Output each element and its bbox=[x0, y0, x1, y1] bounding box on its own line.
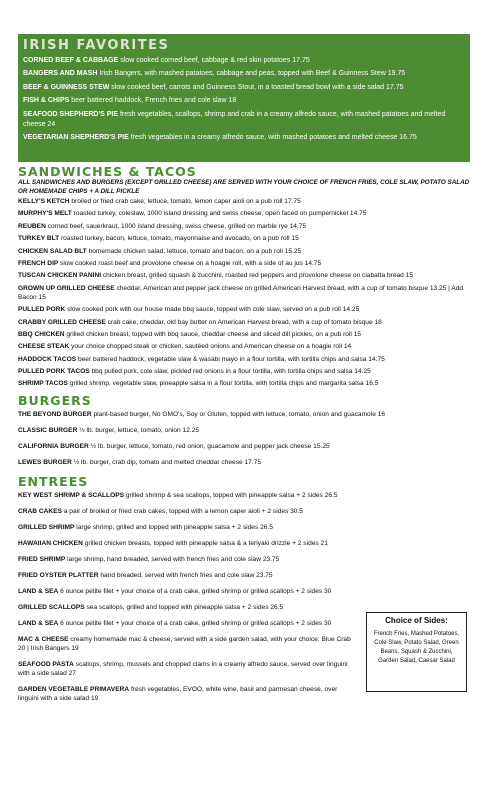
menu-item-description: beer battered haddock, French fries and cole slaw 18 bbox=[69, 97, 237, 105]
entree-menu-item bbox=[18, 507, 358, 516]
entree-menu-item bbox=[18, 555, 358, 564]
entree-menu-item bbox=[18, 539, 358, 548]
menu-item-description: sea scallops, grilled and topped with pineapple salsa + 2 sides 26.5 bbox=[84, 603, 284, 611]
sandwich-menu-item bbox=[18, 222, 470, 231]
menu-item-description: fresh vegetables, EVOO, white wine, basil and parmesan cheese, over linguini with a side salad 19 bbox=[18, 685, 338, 702]
menu-item-description: slow cooked pork with our house made bbq sauce, topped with cole slaw, served on a pub roll 14.25 bbox=[65, 306, 360, 314]
menu-item-name: TUSCAN CHICKEN PANINI bbox=[18, 272, 102, 280]
menu-item-description: crab cake, cheddar, old bay butter on American Harvest bread, with a cup of tomato bisque 18 bbox=[105, 318, 382, 326]
menu-item-name: CRAB CAKES bbox=[18, 507, 62, 515]
menu-item-name: KELLY'S KETCH bbox=[18, 198, 70, 205]
menu-item-name: BANGERS AND MASH bbox=[23, 70, 98, 78]
sandwich-menu-item bbox=[18, 284, 470, 302]
sandwich-menu-item bbox=[18, 234, 470, 243]
menu-item-description: chicken breast, grilled squash & zucchini, roasted red peppers and provolone cheese on ciabatta bread 15 bbox=[101, 272, 413, 280]
burger-menu-item bbox=[18, 458, 470, 467]
menu-item-name: CALIFORNIA BURGER bbox=[18, 442, 89, 450]
menu-item-name: CHEESE STEAK bbox=[18, 343, 70, 351]
menu-item-description: homemade chicken salad, lettuce, tomato and bacon, on a pub roll 15.25 bbox=[86, 247, 302, 255]
irish-favorites-title: IRISH FAVORITES bbox=[23, 38, 170, 53]
menu-item-description: plant-based burger, No GMO's, Soy or Gluten, topped with lettuce, tomato, onion and guacamole 16 bbox=[91, 410, 386, 418]
irish-menu-item bbox=[23, 83, 465, 93]
irish-menu-item bbox=[23, 56, 465, 66]
irish-menu-item bbox=[23, 69, 465, 79]
menu-item-description: grilled chicken breast, topped with bbq sauce, cheddar cheese and sliced dill pickles, on a pub roll 15 bbox=[64, 330, 362, 338]
menu-item-name: VEGETARIAN SHEPHERD'S PIE bbox=[23, 133, 129, 141]
menu-item-description: creamy homemade mac & cheese, served with a side garden salad, with your choice: Blue Crab 20 | Irish Bangers 19 bbox=[18, 635, 351, 652]
menu-item-description: beer battered haddock, vegetable slaw & wasabi mayo in a flour tortilla, with tortilla chips and salsa 14.75 bbox=[76, 355, 385, 363]
menu-item-name: FRENCH DIP bbox=[18, 259, 59, 267]
sandwich-menu-item bbox=[18, 259, 470, 268]
menu-item-description: 6 ounce petite filet + your choice of a crab cake, grilled shrimp or grilled scallops + 2 sides 30 bbox=[58, 619, 332, 627]
menu-item-description: corned beef, sauerkraut, 1000 island dressing, swiss cheese, grilled on marble rye 14.75 bbox=[45, 222, 307, 230]
menu-item-description: grilled shrimp & sea scallops, topped with pineapple salsa + 2 sides 26.5 bbox=[124, 491, 338, 499]
menu-item-description: slow cooked corned beef, cabbage & red skin potatoes 17.75 bbox=[118, 57, 310, 64]
menu-item-name: SEAFOOD SHEPHERD'S PIE bbox=[23, 110, 119, 118]
burger-menu-item bbox=[18, 426, 470, 435]
menu-item-name: FISH & CHIPS bbox=[23, 97, 70, 105]
entree-menu-item bbox=[18, 685, 358, 703]
menu-item-name: FRIED OYSTER PLATTER bbox=[18, 571, 99, 579]
menu-item-description: large shrimp, hand breaded, served with french fries and cole slaw 23.75 bbox=[65, 555, 280, 563]
menu-item-name: HAWAIIAN CHICKEN bbox=[18, 539, 83, 547]
entree-menu-item bbox=[18, 603, 358, 612]
menu-item-name: FRIED SHRIMP bbox=[18, 555, 66, 563]
menu-item-name: BEEF & GUINNESS STEW bbox=[23, 83, 110, 91]
menu-item-description: fresh vegetables in a creamy alfredo sauce, with mashed potatoes and melted cheese 16.75 bbox=[128, 133, 417, 141]
menu-item-name: REUBEN bbox=[18, 222, 46, 230]
menu-item-name: CHICKEN SALAD BLT bbox=[18, 247, 87, 255]
sandwich-menu-item bbox=[18, 197, 470, 206]
menu-item-name: GRILLED SHRIMP bbox=[18, 523, 75, 531]
entree-menu-item bbox=[18, 491, 358, 500]
menu-item-name: CORNED BEEF & CABBAGE bbox=[23, 57, 119, 64]
burger-menu-item bbox=[18, 442, 470, 451]
menu-item-description: slow cooked roast beef and provolone cheese on a hoagie roll, with a side of au jus 14.75 bbox=[58, 259, 322, 267]
entree-menu-item bbox=[18, 635, 358, 653]
menu-item-name: LAND & SEA bbox=[18, 619, 59, 627]
menu-item-description: grilled shrimp, vegetable slaw, pineapple salsa in a flour tortilla, with tortilla chips and margarita salsa 16.5 bbox=[67, 380, 379, 388]
entree-menu-item bbox=[18, 523, 358, 532]
menu-page bbox=[18, 34, 470, 710]
entrees-title: ENTREES bbox=[18, 473, 89, 489]
entree-menu-item bbox=[18, 660, 358, 678]
sandwich-menu-item bbox=[18, 342, 470, 351]
menu-item-name: MAC & CHEESE bbox=[18, 635, 69, 643]
menu-item-description: bbq pulled pork, cole slaw, pickled red onions in a flour tortilla, with tortilla chips and salsa 14.25 bbox=[89, 368, 371, 376]
irish-favorites-section bbox=[18, 34, 470, 162]
menu-item-description: broiled or fried crab cake, lettuce, tomato, lemon caper aioli on a pub roll 17.75 bbox=[69, 198, 301, 205]
menu-item-description: grilled chicken breasts, topped with pineapple salsa & a teriyaki drizzle + 2 sides 21 bbox=[82, 539, 328, 547]
menu-item-description: ½ lb. burger, crab dip, tomato and melted cheddar cheese 17.75 bbox=[71, 458, 262, 466]
menu-item-name: SHRIMP TACOS bbox=[18, 380, 68, 388]
menu-item-name: GARDEN VEGETABLE PRIMAVERA bbox=[18, 685, 130, 693]
sandwiches-tacos-title: SANDWICHES & TACOS bbox=[18, 164, 197, 179]
menu-item-name: PULLED PORK TACOS bbox=[18, 368, 90, 376]
menu-item-description: roasted turkey, coleslaw, 1000 island dressing and swiss cheese, open faced on pumpernickel 14.75 bbox=[71, 210, 367, 218]
sandwich-menu-item bbox=[18, 355, 470, 364]
irish-menu-item bbox=[23, 133, 465, 143]
menu-item-description: hand breaded, served with french fries and cole slaw 23.75 bbox=[98, 571, 273, 579]
menu-item-description: 6 ounce petite filet + your choice of a crab cake, grilled shrimp or grilled scallops + 2 sides 30 bbox=[58, 587, 332, 595]
menu-item-name: PULLED PORK bbox=[18, 306, 66, 314]
menu-item-name: SEAFOOD PASTA bbox=[18, 660, 74, 668]
sandwich-menu-item bbox=[18, 209, 470, 218]
sandwich-menu-item bbox=[18, 247, 470, 256]
sandwich-menu-item bbox=[18, 305, 470, 314]
sandwich-menu-item bbox=[18, 367, 470, 376]
menu-item-name: GROWN UP GRILLED CHEESE bbox=[18, 284, 115, 292]
menu-item-description: Irish Bangers, with mashed patatoes, cabbage and peas, topped with Beef & Guinness Stew 19.75 bbox=[97, 70, 406, 78]
menu-item-name: THE BEYOND BURGER bbox=[18, 410, 92, 418]
entree-menu-item bbox=[18, 587, 358, 596]
menu-item-name: LEWES BURGER bbox=[18, 458, 72, 466]
sandwiches-note: ALL SANDWICHES AND BURGERS (EXCEPT GRILLED CHEESE) ARE SERVED WITH YOUR CHOICE OF FRENCH FRIES, COLE SLAW, POTATO SALAD OR HOMEMADE CHIPS + A DILL PICKLE bbox=[18, 179, 470, 195]
menu-item-description: scallops, shrimp, mussels and chopped clams in a creamy alfredo sauce, served over linguini with a side salad 27 bbox=[18, 660, 348, 677]
menu-item-name: MURPHY'S MELT bbox=[18, 210, 72, 218]
irish-menu-item bbox=[23, 110, 465, 130]
sides-title: Choice of Sides: bbox=[385, 616, 448, 625]
menu-item-description: slow cooked beef, carrots and Guinness Stout, in a toasted bread bowl with a side salad 17.75 bbox=[109, 83, 404, 91]
menu-item-description: large shrimp, grilled and topped with pineapple salsa + 2 sides 26.5 bbox=[74, 523, 273, 531]
sides-list: French Fries, Mashed Potatoes, Cole Slaw, Potato Salad, Green Beans, Squash & Zucchini, Garden Salad, Caesar Salad bbox=[373, 631, 460, 664]
menu-item-name: CRABBY GRILLED CHEESE bbox=[18, 318, 106, 326]
menu-item-description: your choice chopped steak or chicken, sautéed onions and American cheese on a hoagie roll 14 bbox=[69, 343, 352, 351]
menu-item-description: fresh vegetables, scallops, shrimp and crab in a creamy alfredo sauce, with mashed patatoes and melted cheese 24 bbox=[23, 110, 446, 128]
sandwich-menu-item bbox=[18, 271, 470, 280]
menu-item-name: TURKEY BLT bbox=[18, 235, 60, 243]
burgers-title: BURGERS bbox=[18, 392, 92, 408]
choice-of-sides-box bbox=[366, 612, 467, 692]
menu-item-name: BBQ CHICKEN bbox=[18, 330, 65, 338]
sandwich-menu-item bbox=[18, 330, 470, 339]
sandwich-menu-item bbox=[18, 379, 470, 388]
menu-item-description: roasted turkey, bacon, lettuce, tomato, mayonnaise and avocado, on a pub roll 15 bbox=[59, 235, 299, 243]
menu-item-name: CLASSIC BURGER bbox=[18, 426, 78, 434]
menu-item-name: GRILLED SCALLOPS bbox=[18, 603, 85, 611]
menu-item-name: HADDOCK TACOS bbox=[18, 355, 77, 363]
irish-menu-item bbox=[23, 96, 465, 106]
entree-menu-item bbox=[18, 619, 358, 628]
menu-item-description: ½ lb. burger, lettuce, tomato, red onion, guacamole and pepper jack cheese 15.25 bbox=[88, 442, 330, 450]
menu-item-description: a pair of broiled or fried crab cakes, topped with a lemon caper aioli + 2 sides 30.5 bbox=[61, 507, 303, 515]
burger-menu-item bbox=[18, 410, 470, 419]
sandwich-menu-item bbox=[18, 318, 470, 327]
entree-menu-item bbox=[18, 571, 358, 580]
menu-item-description: ½ lb. burger, lettuce, tomato, onion 12.25 bbox=[77, 426, 200, 434]
menu-item-name: KEY WEST SHRIMP & SCALLOPS bbox=[18, 491, 125, 499]
menu-item-description: cheddar, American and pepper jack cheese on grilled American Harvest bread, with a cup of tomato bisque 13.25 | Add Bacon 15 bbox=[18, 284, 464, 301]
menu-item-name: LAND & SEA bbox=[18, 587, 59, 595]
